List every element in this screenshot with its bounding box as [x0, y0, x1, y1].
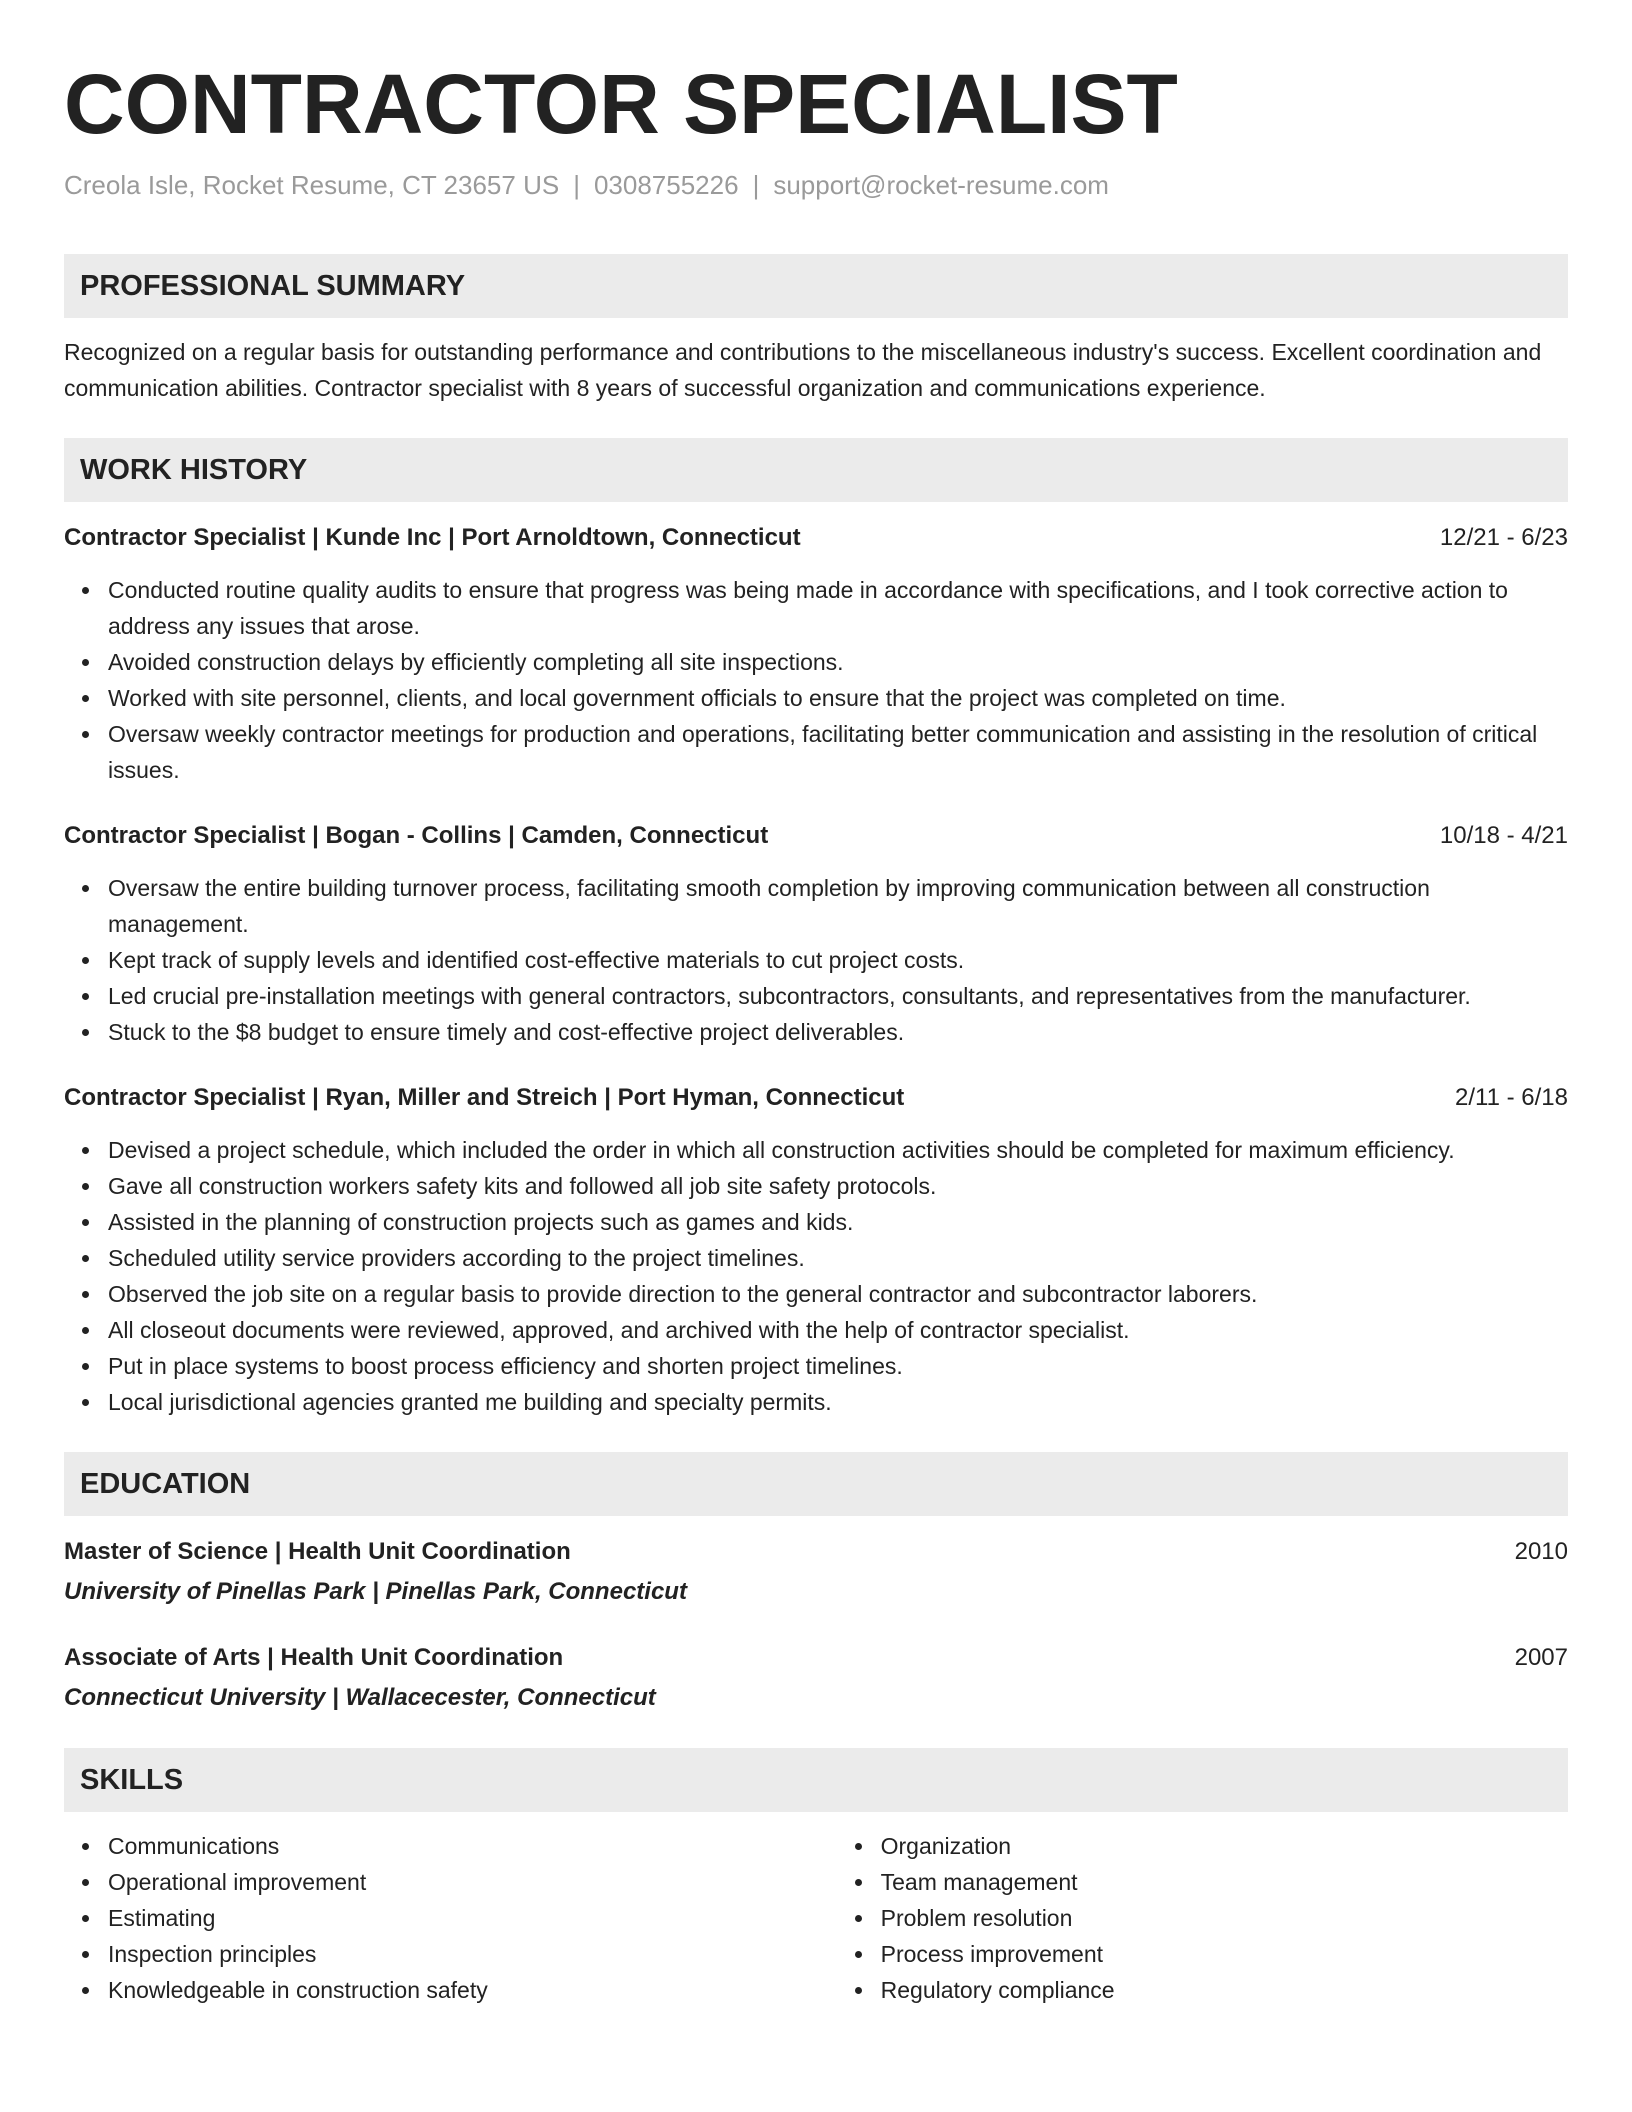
- education-degree: Associate of Arts | Health Unit Coordination: [64, 1644, 564, 1671]
- list-item: Put in place systems to boost process efficiency and shorten project timelines.: [108, 1348, 1568, 1384]
- list-item: Gave all construction workers safety kits and followed all job site safety protocols.: [108, 1168, 1568, 1204]
- summary-text: Recognized on a regular basis for outstanding performance and contributions to the miscellaneous industry's success. Excellent coordination and communication abilities. Contractor specialist with 8 years of successful organization and communications experience.: [64, 339, 1542, 401]
- skill-item: Regulatory compliance: [881, 1972, 1568, 2008]
- job-dates: 10/18 - 4/21: [1439, 822, 1568, 849]
- job-entry: [64, 818, 1568, 1050]
- list-item: Stuck to the $8 budget to ensure timely and cost-effective project deliverables.: [108, 1014, 1568, 1050]
- section-heading-summary: PROFESSIONAL SUMMARY: [64, 254, 1568, 318]
- candidate-name: CONTRACTOR SPECIALIST: [64, 57, 1178, 151]
- list-item: Scheduled utility service providers according to the project timelines.: [108, 1240, 1568, 1276]
- list-item: Assisted in the planning of construction projects such as games and kids.: [108, 1204, 1568, 1240]
- list-item: Kept track of supply levels and identified cost-effective materials to cut project costs.: [108, 942, 1568, 978]
- education-degree: Master of Science | Health Unit Coordination: [64, 1538, 571, 1565]
- job-header: [64, 818, 1568, 854]
- job-bullets: [64, 572, 1568, 788]
- education-year: 2007: [1514, 1644, 1568, 1671]
- list-item: Oversaw the entire building turnover process, facilitating smooth completion by improving communication between all construction management.: [108, 870, 1568, 942]
- skill-item: Estimating: [108, 1900, 837, 1936]
- skill-item: Team management: [881, 1864, 1568, 1900]
- list-item: Observed the job site on a regular basis to provide direction to the general contractor and subcontractor laborers.: [108, 1276, 1568, 1312]
- education-school: University of Pinellas Park | Pinellas Park, Connecticut: [64, 1578, 687, 1605]
- education-header: [64, 1640, 1568, 1676]
- skill-item: Operational improvement: [108, 1864, 837, 1900]
- list-item: Avoided construction delays by efficiently completing all site inspections.: [108, 644, 1568, 680]
- contact-separator: |: [573, 170, 580, 200]
- education-entry: [64, 1534, 1568, 1610]
- education-year: 2010: [1514, 1538, 1568, 1565]
- skill-item: Communications: [108, 1828, 837, 1864]
- job-title: Contractor Specialist | Kunde Inc | Port Arnoldtown, Connecticut: [64, 524, 801, 551]
- job-title: Contractor Specialist | Bogan - Collins | Camden, Connecticut: [64, 822, 769, 849]
- contact-email[interactable]: support@rocket-resume.com: [773, 170, 1109, 200]
- section-heading-education: EDUCATION: [64, 1452, 1568, 1516]
- contact-line: [64, 168, 1568, 202]
- skills-list-right: [837, 1828, 1568, 2008]
- list-item: Led crucial pre-installation meetings with general contractors, subcontractors, consultants, and representatives from the manufacturer.: [108, 978, 1568, 1014]
- job-dates: 2/11 - 6/18: [1455, 1084, 1568, 1111]
- contact-separator: |: [752, 170, 760, 200]
- skills-columns: [64, 1828, 1568, 2008]
- skill-item: Knowledgeable in construction safety: [108, 1972, 837, 2008]
- job-dates: 12/21 - 6/23: [1439, 524, 1568, 551]
- job-entry: [64, 520, 1568, 788]
- list-item: Worked with site personnel, clients, and local government officials to ensure that the project was completed on time.: [108, 680, 1568, 716]
- contact-address: Creola Isle, Rocket Resume, CT 23657 US: [64, 170, 560, 200]
- job-header: [64, 520, 1568, 556]
- list-item: Conducted routine quality audits to ensure that progress was being made in accordance with specifications, and I took corrective action to address any issues that arose.: [108, 572, 1568, 644]
- education-entry: [64, 1640, 1568, 1716]
- job-title: Contractor Specialist | Ryan, Miller and Streich | Port Hyman, Connecticut: [64, 1084, 905, 1111]
- skill-item: Problem resolution: [881, 1900, 1568, 1936]
- list-item: Local jurisdictional agencies granted me building and specialty permits.: [108, 1384, 1568, 1420]
- contact-phone: 0308755226: [593, 170, 739, 200]
- job-bullets: [64, 870, 1568, 1050]
- education-header: [64, 1534, 1568, 1570]
- list-item: Oversaw weekly contractor meetings for production and operations, facilitating better communication and assisting in the resolution of critical issues.: [108, 716, 1568, 788]
- section-heading-work-history: WORK HISTORY: [64, 438, 1568, 502]
- list-item: All closeout documents were reviewed, approved, and archived with the help of contractor specialist.: [108, 1312, 1568, 1348]
- skill-item: Process improvement: [881, 1936, 1568, 1972]
- list-item: Devised a project schedule, which included the order in which all construction activities should be completed for maximum efficiency.: [108, 1132, 1568, 1168]
- job-bullets: [64, 1132, 1568, 1420]
- skill-item: Organization: [881, 1828, 1568, 1864]
- job-header: [64, 1080, 1568, 1116]
- skills-list-left: [64, 1828, 837, 2008]
- education-school: Connecticut University | Wallacecester, Connecticut: [64, 1684, 656, 1711]
- skill-item: Inspection principles: [108, 1936, 837, 1972]
- section-heading-skills: SKILLS: [64, 1748, 1568, 1812]
- job-entry: [64, 1080, 1568, 1420]
